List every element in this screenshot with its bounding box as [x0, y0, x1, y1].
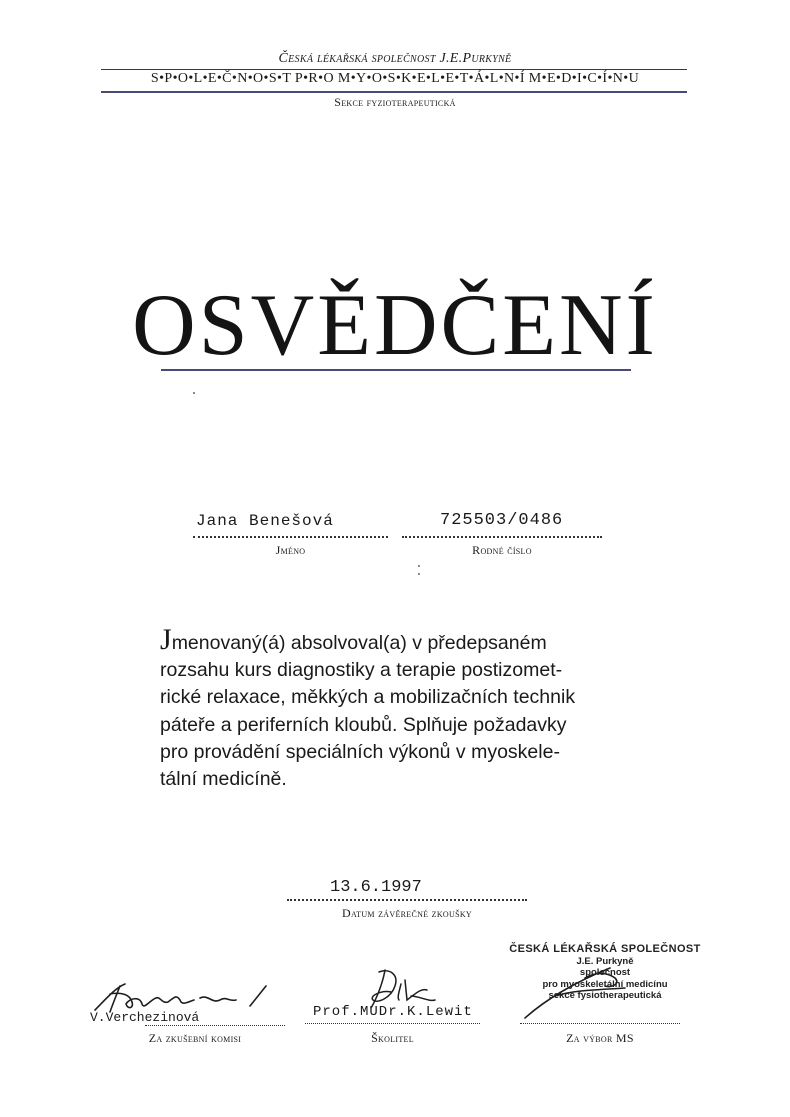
board-label: Za výbor MS [566, 1031, 634, 1045]
commission-label: Za zkušební komisi [148, 1031, 242, 1045]
exam-date-label: Datum závěrečné zkoušky [341, 906, 472, 920]
body-line: tální medicíně. [160, 768, 287, 791]
body-line: rozsahu kurs diagnostiky a terapie postizomet- [160, 659, 563, 682]
board-dotted-line [520, 1023, 680, 1024]
stamp-line: J.E. Purkyně [576, 955, 634, 967]
body-dropcap: J [160, 623, 172, 656]
name-dotted-line [193, 536, 388, 538]
trainer-dotted-line [305, 1023, 480, 1024]
body-line: páteře a periferních kloubů. Splňuje požadavky [160, 713, 567, 736]
birth-number-value: 725503/0486 [440, 511, 564, 530]
certificate-title: OSVĚDČENÍ [132, 277, 658, 374]
commission-name: V.Verchezinová [90, 1010, 200, 1025]
body-line: Jmenovaný(á) absolvoval(a) v předepsaném [160, 623, 547, 656]
body-line: pro provádění speciálních výkonů v myoskele- [160, 740, 560, 763]
stamp-line: ČESKÁ LÉKAŘSKÁ SPOLEČNOST [509, 943, 701, 955]
stamp-line: sekce fysiotherapeutická [548, 990, 662, 1001]
name-value: Jana Benešová [196, 512, 334, 530]
scan-speck [418, 565, 420, 567]
name-label: Jméno [275, 543, 306, 557]
title-underline [161, 369, 631, 371]
stamp-line: společnost [579, 967, 631, 978]
board-signature [515, 960, 685, 1020]
society-name: S•P•O•L•E•Č•N•O•S•T P•R•O M•Y•O•S•K•E•L•E•T•Á•L•N•Í M•E•D•I•C•Í•N•U [150, 71, 640, 86]
scan-speck [193, 392, 195, 394]
certificate-body [160, 625, 610, 793]
commission-dotted-line [145, 1025, 285, 1026]
organization-name: Česká lékařská společnost J.E.Purkyně [278, 51, 512, 66]
trainer-label: Školitel [371, 1031, 414, 1045]
body-line: rické relaxace, měkkých a mobilizačních technik [160, 686, 576, 709]
section-name: Sekce fyzioterapeutická [334, 95, 456, 109]
birth-number-label: Rodné číslo [472, 543, 532, 557]
exam-date-dotted-line [287, 899, 527, 901]
header-rule-bottom [101, 91, 687, 93]
exam-date-value: 13.6.1997 [330, 878, 422, 897]
stamp-line: pro myoskeletální medicínu [542, 978, 668, 990]
trainer-name: Prof.MUDr.K.Lewit [313, 1004, 473, 1020]
scan-speck [418, 573, 420, 575]
birth-number-dotted-line [402, 536, 602, 538]
header-rule-top [101, 69, 687, 70]
